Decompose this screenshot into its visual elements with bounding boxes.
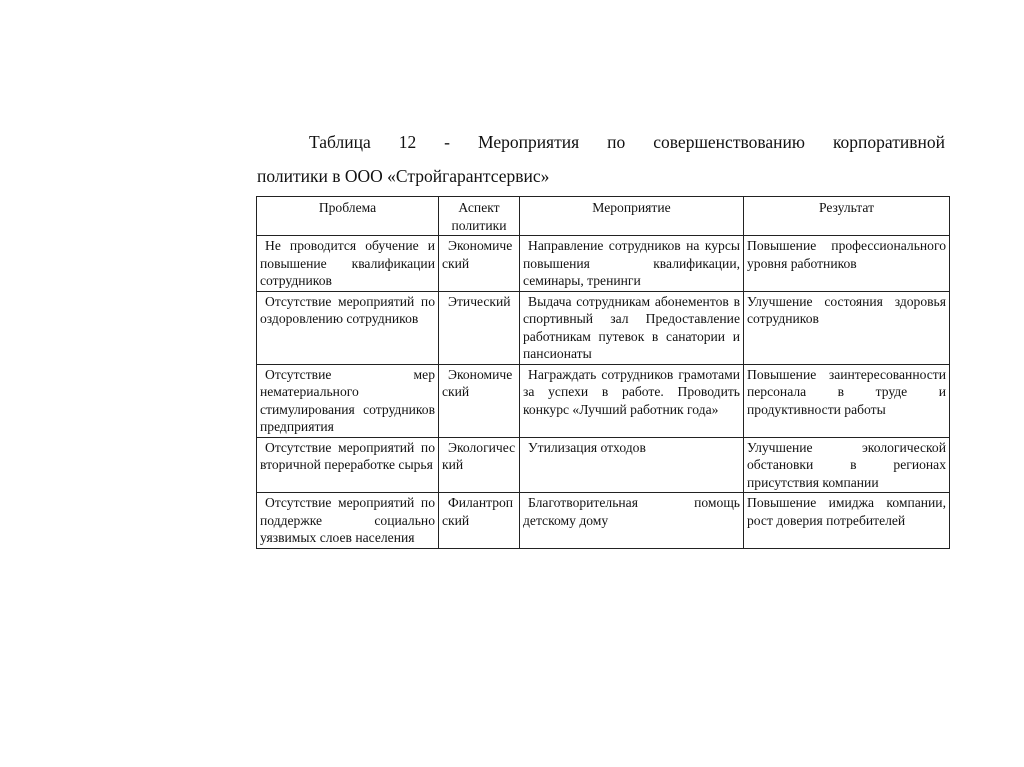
cell-aspect xyxy=(439,291,520,364)
table-row xyxy=(257,364,950,437)
cell-problem xyxy=(257,493,439,549)
cell-text: Повышение имиджа компании, рост доверия потребителей xyxy=(747,495,946,528)
cell-text: Выдача сотрудникам абонементов в спортивный зал Предоставление работникам путевок в санатории и пансионаты xyxy=(523,293,740,361)
cell-text: Награждать сотрудников грамотами за успехи в работе. Проводить конкурс «Лучший работник года» xyxy=(523,366,740,417)
cell-text: Повышение профессионального уровня работников xyxy=(747,238,946,271)
table-row xyxy=(257,291,950,364)
caption-line-1: Таблица 12 - Мероприятия по совершенствованию корпоративной xyxy=(309,132,945,152)
cell-aspect xyxy=(439,493,520,549)
cell-aspect xyxy=(439,236,520,292)
cell-measure xyxy=(520,493,744,549)
cell-result xyxy=(744,236,950,292)
cell-measure xyxy=(520,236,744,292)
cell-text: Отсутствие мер нематериального стимулирования сотрудников предприятия xyxy=(260,366,435,434)
header-result: Результат xyxy=(744,197,950,236)
cell-problem xyxy=(257,291,439,364)
cell-text: Отсутствие мероприятий по вторичной переработке сырья xyxy=(260,439,435,472)
table-row xyxy=(257,437,950,493)
cell-text: Улучшение состояния здоровья сотрудников xyxy=(747,293,946,326)
cell-result xyxy=(744,291,950,364)
cell-text: Улучшение экологической обстановки в регионах присутствия компании xyxy=(747,439,946,490)
cell-aspect xyxy=(439,437,520,493)
measures-table xyxy=(256,196,950,549)
cell-text: Экономический xyxy=(442,238,513,271)
cell-aspect xyxy=(439,364,520,437)
cell-text: Не проводится обучение и повышение квалификации сотрудников xyxy=(260,238,435,288)
cell-text: Экологический xyxy=(442,439,516,472)
caption-line-2: политики в ООО «Стройгарантсервис» xyxy=(257,166,550,186)
header-problem: Проблема xyxy=(257,197,439,236)
cell-measure xyxy=(520,291,744,364)
cell-text: Направление сотрудников на курсы повышения квалификации, семинары, тренинги xyxy=(523,238,740,288)
cell-result xyxy=(744,364,950,437)
cell-text: Филантропский xyxy=(442,495,514,528)
cell-result xyxy=(744,493,950,549)
cell-text: Экономический xyxy=(442,366,513,399)
cell-problem xyxy=(257,437,439,493)
table-caption xyxy=(257,125,945,193)
cell-text: Отсутствие мероприятий по поддержке социально уязвимых слоев населения xyxy=(260,495,435,545)
cell-problem xyxy=(257,236,439,292)
cell-text: Повышение заинтересованности персонала в труде и продуктивности работы xyxy=(747,366,946,417)
header-aspect: Аспект политики xyxy=(439,197,520,236)
cell-text: Этический xyxy=(448,293,511,309)
cell-measure xyxy=(520,437,744,493)
table-row xyxy=(257,236,950,292)
cell-text: Утилизация отходов xyxy=(528,439,646,455)
cell-measure xyxy=(520,364,744,437)
header-measure: Мероприятие xyxy=(520,197,744,236)
cell-result xyxy=(744,437,950,493)
table-row xyxy=(257,493,950,549)
cell-problem xyxy=(257,364,439,437)
cell-text: Отсутствие мероприятий по оздоровлению сотрудников xyxy=(260,293,435,326)
table-header-row xyxy=(257,197,950,236)
cell-text: Благотворительная помощь детскому дому xyxy=(523,495,740,528)
